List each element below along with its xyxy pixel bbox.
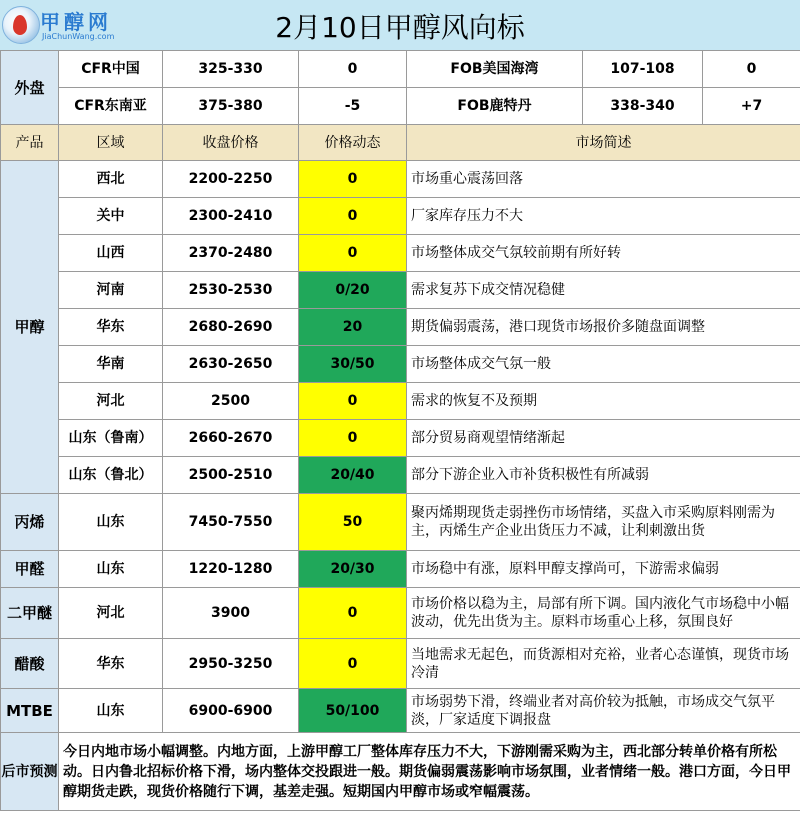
change: 0 — [299, 420, 407, 457]
change: 50 — [299, 494, 407, 551]
region: 关中 — [59, 198, 163, 235]
external-name: FOB美国海湾 — [407, 51, 583, 88]
table-row — [1, 198, 800, 235]
product-label: 醋酸 — [1, 639, 59, 689]
column-price: 收盘价格 — [163, 125, 299, 161]
price: 7450-7550 — [163, 494, 299, 551]
region: 华东 — [59, 639, 163, 689]
title-bar — [0, 0, 800, 50]
logo-subtext: JiaChunWang.com — [42, 32, 115, 41]
summary: 需求的恢复不及预期 — [407, 383, 800, 420]
region: 山西 — [59, 235, 163, 272]
summary: 市场整体成交气氛一般 — [407, 346, 800, 383]
region: 山东 — [59, 551, 163, 588]
product-label: 甲醛 — [1, 551, 59, 588]
table-row — [1, 494, 800, 551]
summary: 聚丙烯期现货走弱挫伤市场情绪，买盘入市采购原料刚需为主，丙烯生产企业出货压力不减，让利刺激出货 — [407, 494, 800, 551]
summary: 市场价格以稳为主，局部有所下调。国内液化气市场稳中小幅波动，优先出货为主。原料市场重心上移，氛围良好 — [407, 588, 800, 639]
external-change: 0 — [703, 51, 800, 88]
table-row — [1, 235, 800, 272]
change: 0 — [299, 161, 407, 198]
external-name: CFR东南亚 — [59, 88, 163, 125]
external-row-2 — [1, 88, 800, 125]
external-price: 338-340 — [583, 88, 703, 125]
external-name: FOB鹿特丹 — [407, 88, 583, 125]
external-change: 0 — [299, 51, 407, 88]
price: 2200-2250 — [163, 161, 299, 198]
logo-text: 甲醇网 — [40, 10, 112, 34]
table-row — [1, 551, 800, 588]
forecast-label: 后市预测 — [1, 733, 59, 811]
column-header-row — [1, 125, 800, 161]
price: 2370-2480 — [163, 235, 299, 272]
price: 2660-2670 — [163, 420, 299, 457]
region: 河南 — [59, 272, 163, 309]
forecast-row — [1, 733, 800, 811]
price: 3900 — [163, 588, 299, 639]
summary: 期货偏弱震荡，港口现货市场报价多随盘面调整 — [407, 309, 800, 346]
change: 30/50 — [299, 346, 407, 383]
price: 2500 — [163, 383, 299, 420]
price: 2300-2410 — [163, 198, 299, 235]
external-price: 375-380 — [163, 88, 299, 125]
table-row — [1, 272, 800, 309]
summary: 市场稳中有涨，原料甲醇支撑尚可，下游需求偏弱 — [407, 551, 800, 588]
region: 河北 — [59, 588, 163, 639]
external-name: CFR中国 — [59, 51, 163, 88]
table-row — [1, 457, 800, 494]
table-row — [1, 383, 800, 420]
forecast-text: 今日内地市场小幅调整。内地方面，上游甲醇工厂整体库存压力不大，下游刚需采购为主，西北部分转单价格有所松动。日内鲁北招标价格下滑，场内整体交投跟进一般。期货偏弱震荡影响市场氛围，业者情绪一般。港口方面，今日甲醇期货走跌，现货价格随行下调，基差走强。短期国内甲醇市场或窄幅震荡。 — [59, 733, 800, 811]
change: 50/100 — [299, 689, 407, 733]
summary: 市场整体成交气氛较前期有所好转 — [407, 235, 800, 272]
price: 2500-2510 — [163, 457, 299, 494]
column-product: 产品 — [1, 125, 59, 161]
column-summary: 市场简述 — [407, 125, 800, 161]
summary: 当地需求无起色，而货源相对充裕，业者心态谨慎，现货市场冷清 — [407, 639, 800, 689]
product-label: 二甲醚 — [1, 588, 59, 639]
table-row — [1, 639, 800, 689]
external-price: 107-108 — [583, 51, 703, 88]
region: 山东 — [59, 494, 163, 551]
table-row — [1, 420, 800, 457]
external-change: +7 — [703, 88, 800, 125]
external-label: 外盘 — [1, 51, 59, 125]
price: 2630-2650 — [163, 346, 299, 383]
column-region: 区域 — [59, 125, 163, 161]
region: 华南 — [59, 346, 163, 383]
region: 山东 — [59, 689, 163, 733]
table-row — [1, 346, 800, 383]
product-label: MTBE — [1, 689, 59, 733]
price: 1220-1280 — [163, 551, 299, 588]
page-title: 2月10日甲醇风向标 — [275, 11, 525, 44]
price: 2950-3250 — [163, 639, 299, 689]
summary: 部分下游企业入市补货积极性有所减弱 — [407, 457, 800, 494]
summary: 部分贸易商观望情绪渐起 — [407, 420, 800, 457]
change: 0/20 — [299, 272, 407, 309]
external-change: -5 — [299, 88, 407, 125]
table-row — [1, 309, 800, 346]
region: 西北 — [59, 161, 163, 198]
change: 0 — [299, 383, 407, 420]
summary: 厂家库存压力不大 — [407, 198, 800, 235]
region: 华东 — [59, 309, 163, 346]
change: 0 — [299, 588, 407, 639]
table-row — [1, 588, 800, 639]
summary: 市场重心震荡回落 — [407, 161, 800, 198]
table-row — [1, 689, 800, 733]
price: 2680-2690 — [163, 309, 299, 346]
product-label: 丙烯 — [1, 494, 59, 551]
change: 20/40 — [299, 457, 407, 494]
price-table — [0, 50, 800, 811]
change: 20 — [299, 309, 407, 346]
change: 0 — [299, 198, 407, 235]
column-change: 价格动态 — [299, 125, 407, 161]
summary: 需求复苏下成交情况稳健 — [407, 272, 800, 309]
price: 2530-2530 — [163, 272, 299, 309]
change: 20/30 — [299, 551, 407, 588]
region: 山东（鲁南） — [59, 420, 163, 457]
product-methanol: 甲醇 — [1, 161, 59, 494]
price: 6900-6900 — [163, 689, 299, 733]
table-row — [1, 161, 800, 198]
external-row-1 — [1, 51, 800, 88]
summary: 市场弱势下滑，终端业者对高价较为抵触，市场成交气氛平淡，厂家适度下调报盘 — [407, 689, 800, 733]
external-price: 325-330 — [163, 51, 299, 88]
region: 河北 — [59, 383, 163, 420]
change: 0 — [299, 235, 407, 272]
region: 山东（鲁北） — [59, 457, 163, 494]
change: 0 — [299, 639, 407, 689]
